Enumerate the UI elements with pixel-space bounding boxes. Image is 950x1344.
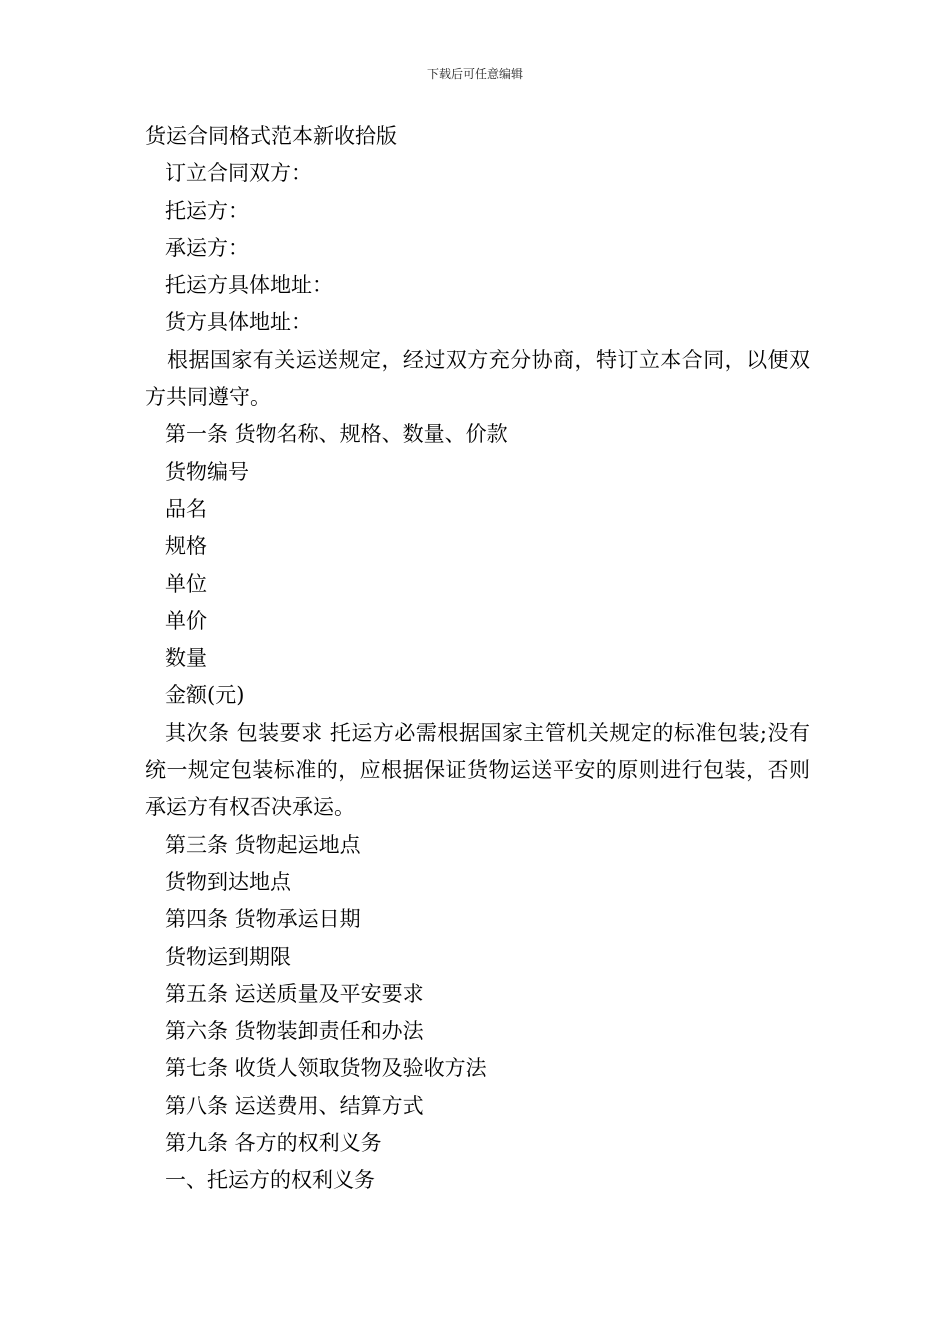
preamble-paragraph: 根据国家有关运送规定，经过双方充分协商，特订立本合同，以便双方共同遵守。: [145, 347, 810, 410]
article-3-heading: 第三条 货物起运地点: [165, 832, 361, 857]
deadline-label: 货物运到期限: [165, 944, 291, 969]
article-2-paragraph: 其次条 包装要求 托运方必需根据国家主管机关规定的标准包装;没有统一规定包装标准的，应根据保证货物运送平安的原则进行包装，否则承运方有权否决承运。: [145, 720, 810, 820]
item-spec-label: 规格: [165, 534, 207, 559]
shipper-line: 托运方：: [165, 198, 249, 223]
article-1-heading: 第一条 货物名称、规格、数量、价款: [165, 422, 508, 447]
page-header: 下载后可任意编辑: [426, 67, 523, 81]
article-9-heading: 第九条 各方的权利义务: [165, 1131, 382, 1156]
consignee-address-line: 货方具体地址：: [165, 310, 312, 335]
item-name-label: 品名: [165, 496, 207, 521]
item-number-label: 货物编号: [165, 459, 249, 484]
article-6-heading: 第六条 货物装卸责任和办法: [165, 1019, 424, 1044]
document-body: [145, 118, 810, 1200]
article-4-heading: 第四条 货物承运日期: [165, 907, 361, 932]
item-price-label: 单价: [165, 608, 207, 633]
shipper-address-line: 托运方具体地址：: [165, 273, 333, 298]
article-8-heading: 第八条 运送费用、结算方式: [165, 1093, 424, 1118]
item-unit-label: 单位: [165, 571, 207, 596]
article-5-heading: 第五条 运送质量及平安要求: [165, 981, 424, 1006]
document-title: 货运合同格式范本新收拾版: [145, 124, 397, 148]
item-quantity-label: 数量: [165, 646, 207, 671]
carrier-line: 承运方：: [165, 235, 249, 260]
item-amount-label: 金额(元): [165, 683, 245, 708]
destination-label: 货物到达地点: [165, 869, 291, 894]
parties-line: 订立合同双方：: [165, 161, 312, 186]
section-1-heading: 一、托运方的权利义务: [165, 1168, 375, 1193]
article-7-heading: 第七条 收货人领取货物及验收方法: [165, 1056, 487, 1081]
